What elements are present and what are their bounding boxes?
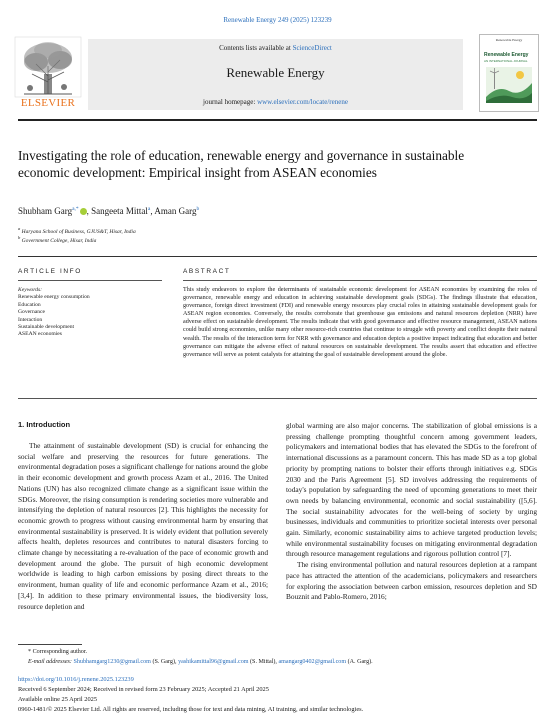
author-name[interactable]: Aman Garg <box>154 206 197 216</box>
keyword-item: ASEAN economies <box>18 331 62 338</box>
intro-paragraph: global warming are also major concerns. The stabilization of global emissions is a pressing challenge prompting thoughtful concern among government leaders, policymakers and international bodies that has elevated the SDGs to the forefront of international discussions as a paramount concern. This has made SD as a top global priority by prompting nations to bolster their efforts through initiatives e.g. SDGs 2030 and the Paris Agreement [5]. SD involves addressing the requirements of today's population by safeguarding the need of upcoming generations to meet their own needs by balancing environmental, economic and social sustainability ([5,6]. The social sustainability advocates for the well-being of society by urging businesses, individuals and communities to prioritize societal interests over personal gain. Similarly, economic sustainability aims to achieve targeted production levels; while environmental sustainability focuses on mitigating environmental degradation through resource management regulations and rigorous pollution control [7]. <box>286 421 537 559</box>
keyword-item: Governance <box>18 309 46 316</box>
cover-title <box>484 52 536 64</box>
author-affiliation-marker[interactable]: a <box>147 206 151 212</box>
article-info-rule <box>18 280 162 281</box>
keyword-item: Sustainable development <box>18 324 75 331</box>
article-info-heading: ARTICLE INFO <box>18 268 82 275</box>
introduction-heading: 1. Introduction <box>18 420 71 429</box>
affiliation-b: $^b$ Government College, Hisar, India <box>18 235 97 244</box>
cover-subtitle: AN INTERNATIONAL JOURNAL <box>484 59 528 63</box>
available-online-date: Available online 25 April 2025 <box>18 696 98 703</box>
abstract-text: This study endeavors to explore the determinants of sustainable economic development for ASEAN economies by examining the roles of governance, renewable energy and education in achieving sustainable development goals (SDGs). The findings illustrate that education, governance, foreign direct investment (FDI) and renewable energy resources play crucial roles in attaining sustainable development goals for ASEAN region economies. Conversely, the results corroborate that greenhouse gas emissions and natural resources depletion (NRR) have adverse effect on sustainable development. The results indicate that with good governance and effective resource management, ASEAN nations could build strong economies, unlike many other resource-rich countries that continue to struggle with poverty and conflict despite their natural wealth. The results of the interaction term for NRR with governance and education depicts a positive impact indicating that education and better governance can mitigate the adverse effect of natural resources on sustainable development. The results assert that education and effective governance will serve as potent catalysts for attaining the goal of sustainable development around the globe. <box>183 287 537 358</box>
keywords-block <box>18 287 162 339</box>
author-affiliation-marker[interactable]: a,* <box>72 206 79 212</box>
abstract-rule <box>183 280 537 281</box>
contents-prefix: Contents lists available at <box>219 44 293 52</box>
keyword-item: Education <box>18 301 41 308</box>
email-link[interactable]: yashikamittal96@gmail.com <box>178 659 249 665</box>
keywords-label: Keywords: <box>18 287 43 293</box>
affiliation-a: $^a$ Haryana School of Business, GJUS&T, Hisar, India <box>18 226 136 235</box>
journal-reference[interactable]: Renewable Energy 249 (2025) 123239 <box>223 16 332 24</box>
corresponding-author-note: * Corresponding author. <box>28 649 88 655</box>
keyword-item: Renewable energy consumption <box>18 294 90 301</box>
email-link[interactable]: amangarg0402@gmail.com <box>278 659 347 665</box>
author-name[interactable]: Sangeeta Mittal <box>91 206 148 216</box>
abstract-heading: ABSTRACT <box>183 268 231 275</box>
journal-title: Renewable Energy <box>226 65 325 80</box>
doi-link[interactable]: https://doi.org/10.1016/j.renene.2025.123239 <box>18 676 134 683</box>
intro-left-column: The attainment of sustainable development (SD) is crucial for enhancing the social welfare and preserving the resources for future generations. The environmental degradation poses a significant challenge for nations around the globe in their economic development and growth process Azam et al., 2016. The United Nations (UN) has also recognized climate change as a significant issue within the SDGs. Moreover, the rising consumption is rendering societies more vulnerable and intensifying the depletion of natural resources [2]. This highlights the necessity for economic growth to progress without causing environmental harm by ensuring that environmental sustainability is preserved. It is widely evident that pollution severely affects health, depletes resources and contributes to natural disasters forcing to climate change by necessitating a re-evaluation of the pace of economic growth and development around the globe. The pursuit of high economic development worldwide is leading to high carbon emissions by posing direct threats to the environment, human quality of life and economic performance Azam et al., 2016; [3,4]. In addition to these primary environmental issues, the biodiversity loss, resource depletion and <box>18 441 268 611</box>
contents-line <box>88 44 463 52</box>
intro-paragraph: The rising environmental pollution and natural resources depletion at a rampant pace has attracted the attention of the academicians, policymakers and researchers for exploring the association between carbon emission, resources depletion and SD Bouznit and Pablo-Romero, 2016; <box>286 560 537 602</box>
cover-title-text: Renewable Energy <box>484 52 529 58</box>
affiliation-rule <box>18 256 537 257</box>
orcid-icon[interactable] <box>80 208 87 215</box>
author-name[interactable]: Shubham Garg <box>18 206 73 216</box>
email-label: E-mail addresses: <box>28 659 72 665</box>
email-addresses: E-mail addresses: Shubhamgarg1230@gmail.com (S. Garg), yashikamittal96@gmail.com (S. Mittal), amangarg0402@gmail.com (A. Garg). <box>28 659 373 665</box>
author-affiliation-marker[interactable]: b <box>196 206 200 212</box>
abstract-bottom-rule <box>18 398 537 399</box>
header-rule <box>18 119 537 121</box>
elsevier-tree-icon <box>14 36 82 98</box>
paper-title: Investigating the role of education, renewable energy and governance in sustainable economic development: Empirical insight from ASEAN economies <box>18 148 465 180</box>
elsevier-wordmark: ELSEVIER <box>20 97 76 109</box>
copyright-notice: 0960-1481/© 2025 Elsevier Ltd. All rights are reserved, including those for text and data mining, AI training, and similar technologies. <box>18 706 364 713</box>
email-link[interactable]: Shubhamgarg1230@gmail.com <box>73 659 151 665</box>
received-dates: Received 6 September 2024; Received in revised form 23 February 2025; Accepted 21 April 2025 <box>18 686 269 693</box>
cover-graphic-icon <box>486 67 532 103</box>
homepage-line <box>88 98 463 106</box>
intro-right-column <box>286 421 537 603</box>
footnote-rule <box>18 644 82 645</box>
cover-brand: Renewable Energy <box>495 38 523 42</box>
homepage-prefix: journal homepage: <box>203 98 258 106</box>
journal-homepage-link[interactable]: www.elsevier.com/locate/renene <box>257 98 348 106</box>
sciencedirect-link[interactable]: ScienceDirect <box>292 44 332 52</box>
author-list: Shubham Garg$^{a,*}$ , Sangeeta Mittal$^a$, Aman Garg$^b$ <box>18 206 200 216</box>
keyword-item: Interaction <box>18 316 43 323</box>
journal-cover-thumbnail[interactable] <box>479 34 539 112</box>
